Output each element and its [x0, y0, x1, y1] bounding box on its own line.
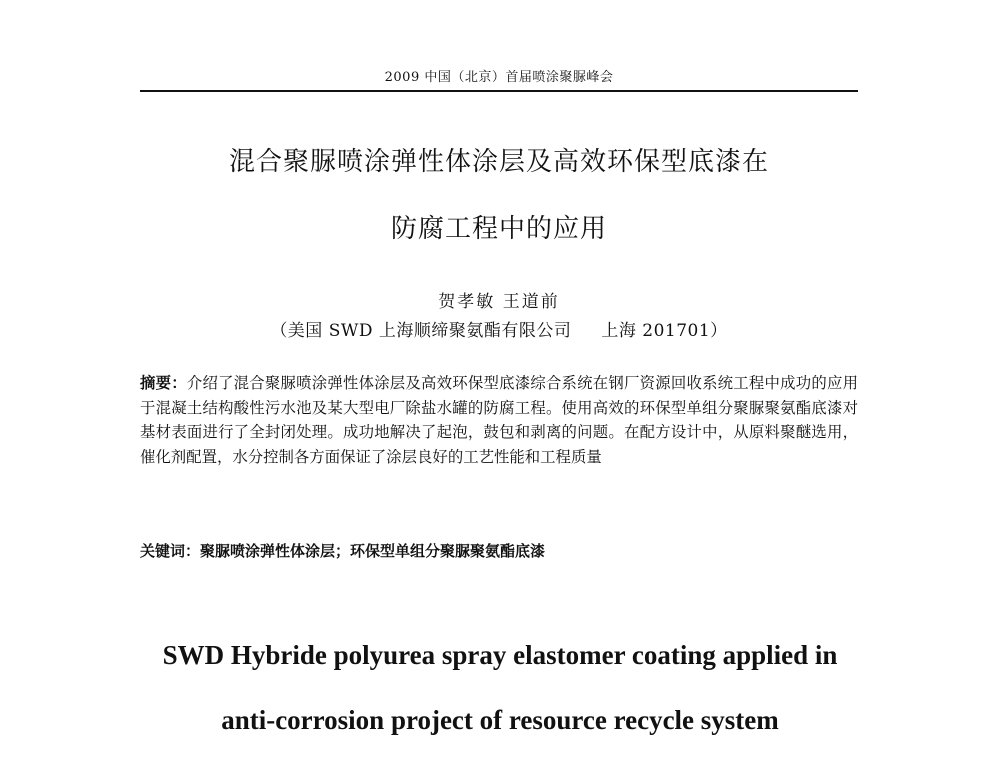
- affiliation: [140, 316, 858, 341]
- abstract: [140, 371, 858, 469]
- chinese-title-line-1: 混合聚脲喷涂弹性体涂层及高效环保型底漆在: [228, 147, 769, 177]
- running-header: 2009 中国（北京）首届喷涂聚脲峰会: [384, 70, 614, 85]
- affiliation-org: （美国 SWD 上海顺缔聚氨酯有限公司: [270, 321, 572, 341]
- english-title-line-2: anti-corrosion project of resource recycle system: [221, 705, 779, 735]
- abstract-text: 介绍了混合聚脲喷涂弹性体涂层及高效环保型底漆综合系统在钢厂资源回收系统工程中成功的应用于混凝土结构酸性污水池及某大型电厂除盐水罐的防腐工程。使用高效的环保型单组分聚脲聚氨酯底漆对基材表面进行了全封闭处理。成功地解决了起泡，鼓包和剥离的问题。在配方设计中，从原料聚醚选用，催化剂配置，水分控制各方面保证了涂层良好的工艺性能和工程质量: [140, 374, 858, 466]
- affiliation-location: 上海 201701）: [601, 321, 728, 341]
- chinese-title-line-2: 防腐工程中的应用: [390, 214, 607, 244]
- english-title-line-1: SWD Hybride polyurea spray elastomer coating applied in: [162, 640, 838, 670]
- keywords-text: 聚脲喷涂弹性体涂层；环保型单组分聚脲聚氨酯底漆: [200, 542, 546, 560]
- header-rule: [140, 90, 858, 92]
- authors: 贺孝敏 王道前: [438, 292, 560, 312]
- keywords: [140, 540, 858, 561]
- keywords-label: 关键词：: [140, 542, 201, 560]
- abstract-label: 摘要：: [140, 374, 187, 392]
